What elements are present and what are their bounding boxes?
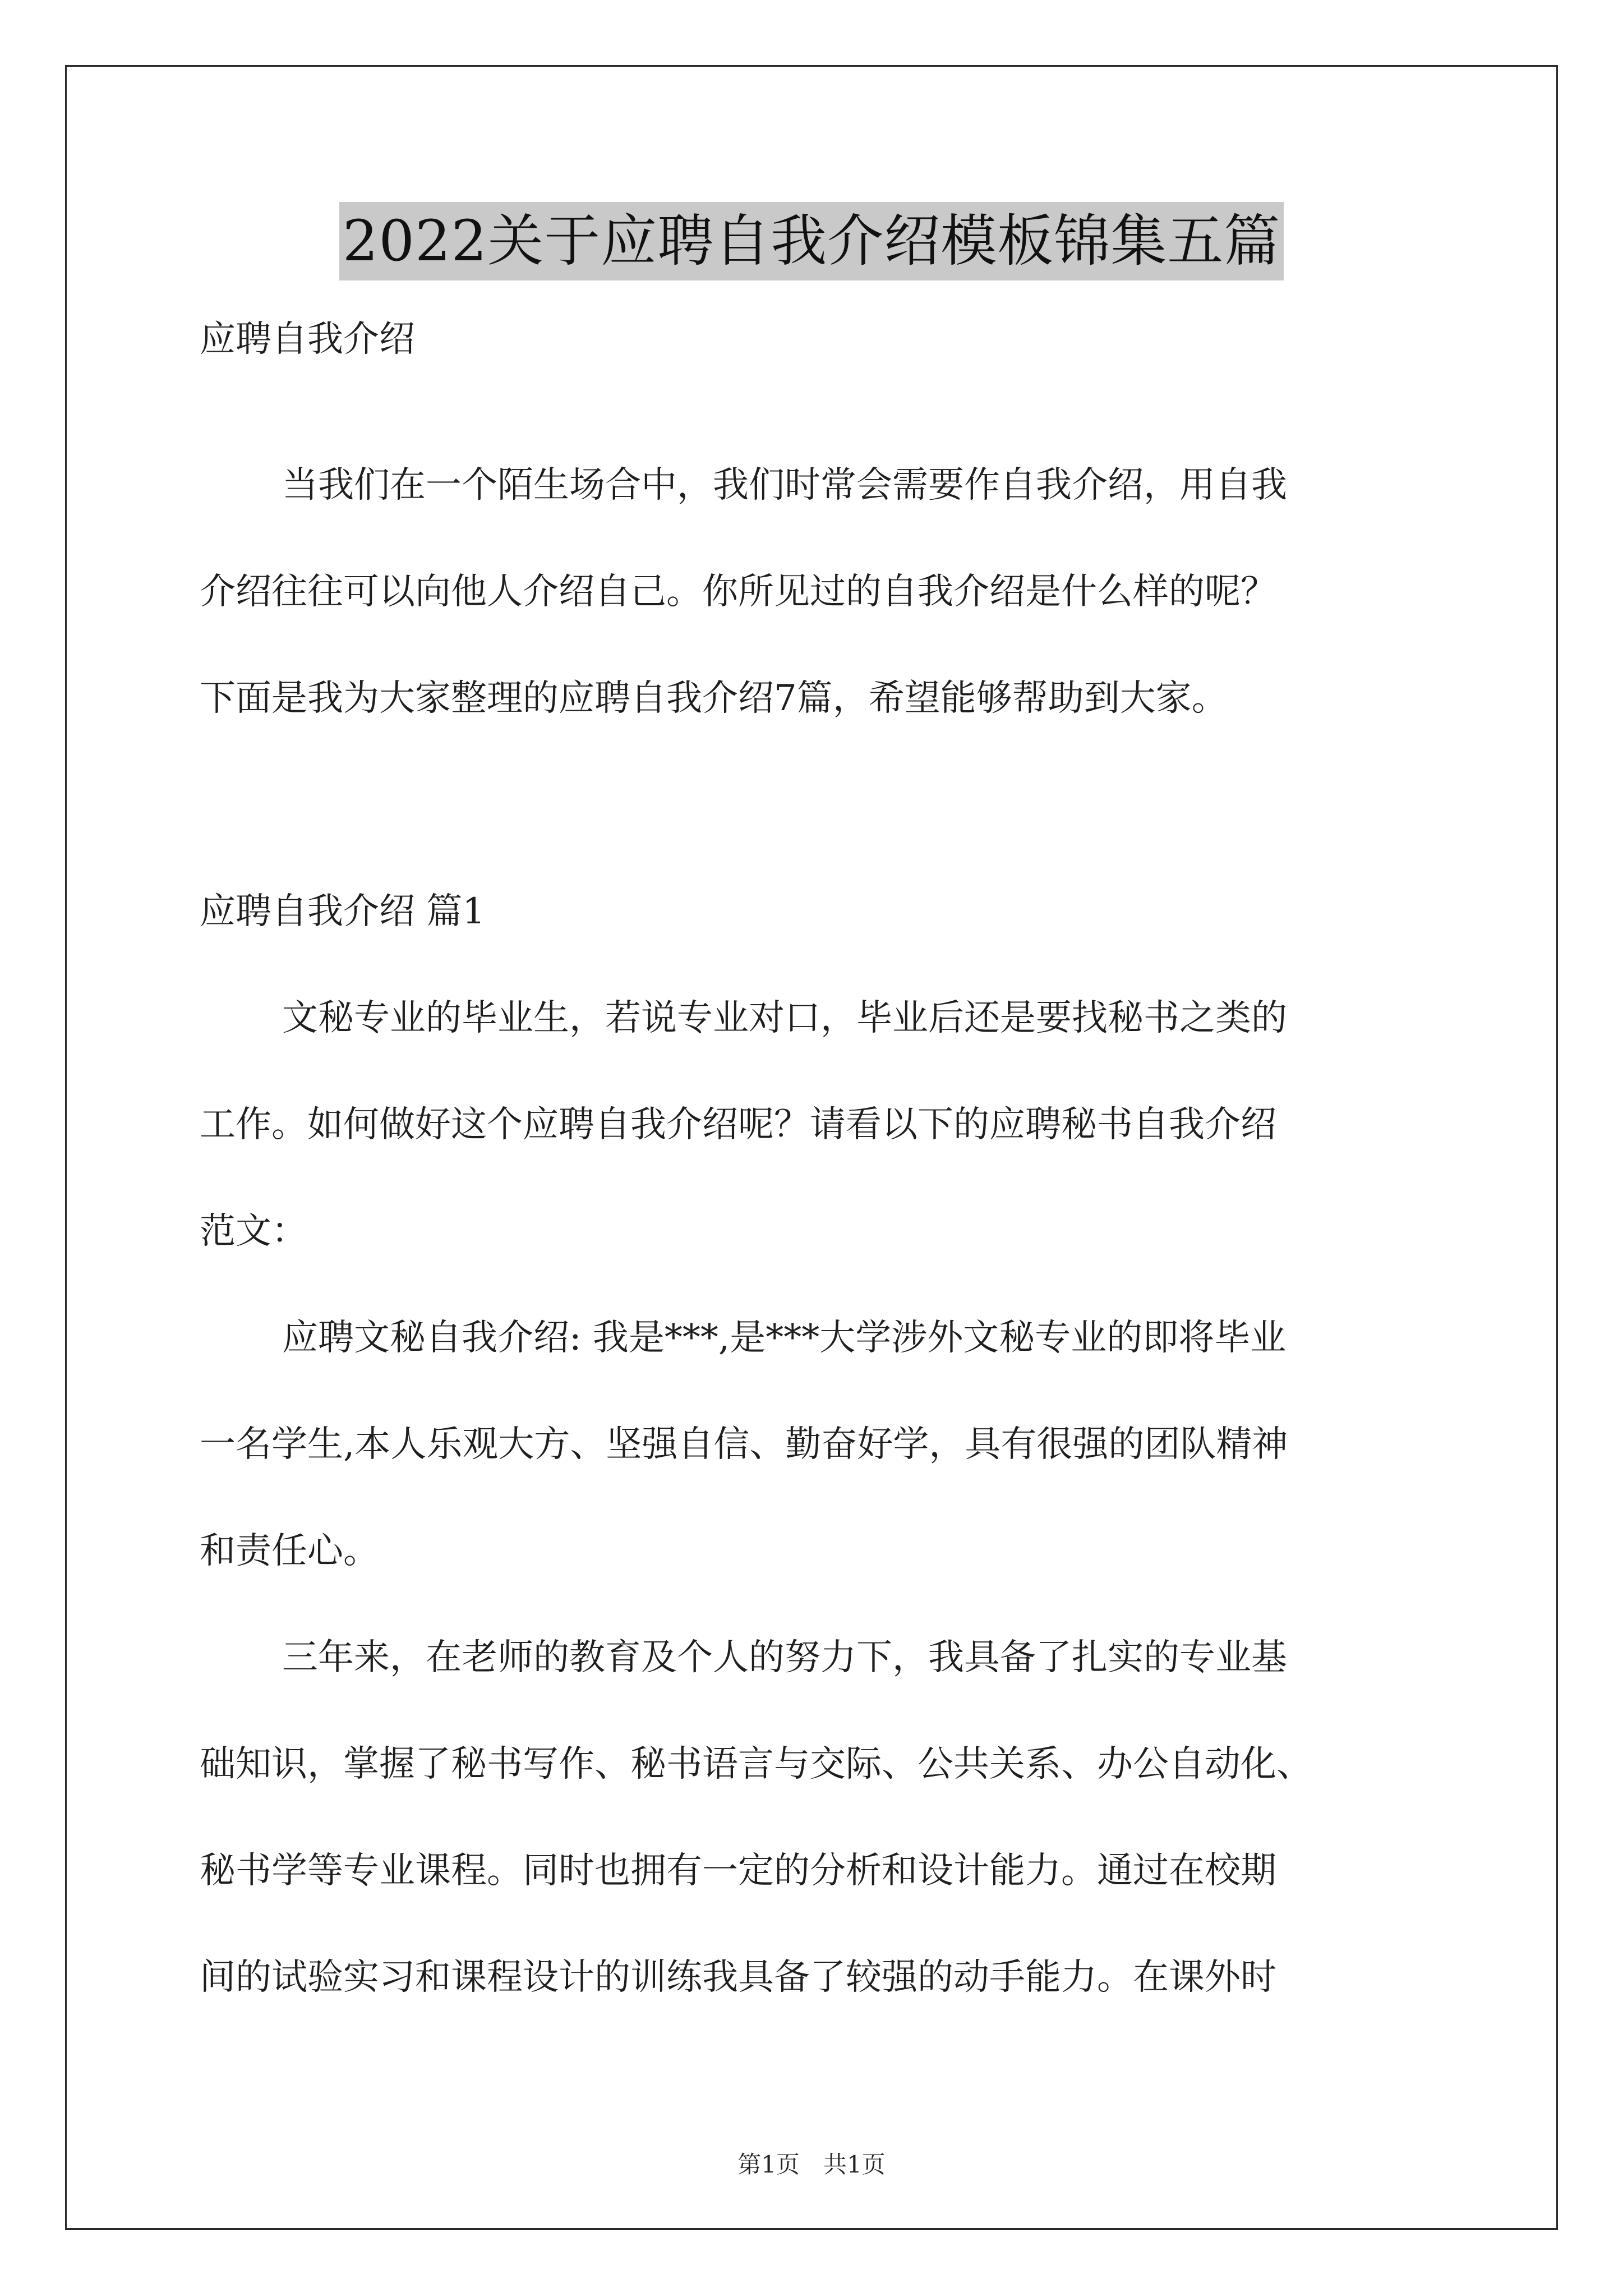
paragraph-line: 三年来，在老师的教育及个人的努力下，我具备了扎实的专业基 <box>282 1637 1287 1678</box>
paragraph-line: 应聘文秘自我介绍: 我是***,是***大学涉外文秘专业的即将毕业 <box>282 1317 1287 1359</box>
paragraph-line: 范文： <box>200 1211 307 1252</box>
paragraph-line: 础知识，掌握了秘书写作、秘书语言与交际、公共关系、办公自动化、 <box>200 1743 1312 1785</box>
paragraph-line: 一名学生,本人乐观大方、坚强自信、勤奋好学，具有很强的团队精神 <box>200 1424 1288 1465</box>
paragraph-line: 秘书学等专业课程。同时也拥有一定的分析和设计能力。通过在校期 <box>200 1850 1276 1892</box>
paragraph-line: 介绍往往可以向他人介绍自己。你所见过的自我介绍是什么样的呢？ <box>200 571 1276 613</box>
page-border <box>65 65 1558 2230</box>
paragraph-line: 和责任心。 <box>200 1530 379 1572</box>
document-title: 2022关于应聘自我介绍模板锦集五篇 <box>339 202 1284 280</box>
paragraph-line: 工作。如何做好这个应聘自我介绍呢？请看以下的应聘秘书自我介绍 <box>200 1104 1276 1145</box>
paragraph-line: 下面是我为大家整理的应聘自我介绍7篇，希望能够帮助到大家。 <box>200 678 1228 719</box>
section-heading: 应聘自我介绍 <box>200 319 415 360</box>
title-container <box>0 202 1623 280</box>
paragraph-line: 当我们在一个陌生场合中，我们时常会需要作自我介绍，用自我 <box>282 464 1287 506</box>
section-heading: 应聘自我介绍 篇1 <box>200 891 486 932</box>
page-footer: 第1页 共1页 <box>737 2151 886 2178</box>
paragraph-line: 文秘专业的毕业生，若说专业对口，毕业后还是要找秘书之类的 <box>282 997 1287 1039</box>
paragraph-line: 间的试验实习和课程设计的训练我具备了较强的动手能力。在课外时 <box>200 1957 1276 1998</box>
